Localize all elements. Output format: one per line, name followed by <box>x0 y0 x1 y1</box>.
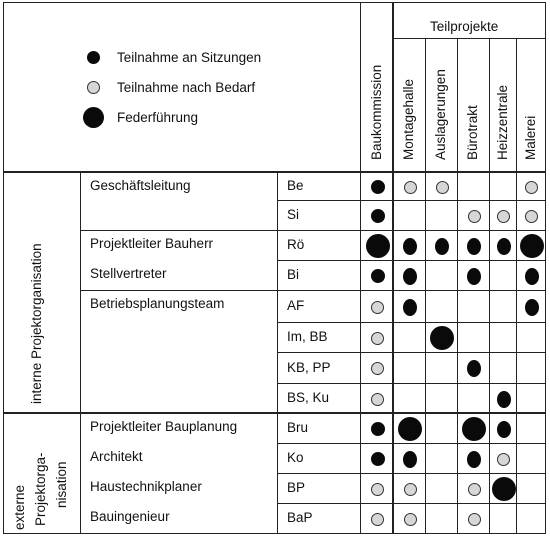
black-dot-icon <box>467 268 481 285</box>
abbr-label: BS, Ku <box>287 390 330 405</box>
gray-dot-icon <box>404 181 417 194</box>
grid-line <box>393 38 546 39</box>
black-dot-icon <box>497 238 511 255</box>
grid-line <box>277 200 546 201</box>
grid-line <box>277 383 546 384</box>
gray-dot-icon <box>468 513 481 526</box>
grid-line <box>3 2 546 3</box>
gray-dot-icon <box>436 181 449 194</box>
black-dot-icon <box>467 451 481 468</box>
teilprojekte-heading: Teilprojekte <box>430 19 499 34</box>
gray-dot-icon <box>497 453 510 466</box>
role-label: Architekt <box>90 449 143 464</box>
gray-dot-icon <box>525 210 538 223</box>
grid-line <box>277 503 546 504</box>
grid-line <box>277 352 546 353</box>
gray-dot-icon <box>371 393 384 406</box>
gray-dot-icon <box>468 210 481 223</box>
grid-line <box>545 2 546 533</box>
black-dot-icon <box>87 51 100 64</box>
role-label: Projektleiter Bauherr <box>90 236 214 251</box>
section-label-line: nisation <box>54 461 69 508</box>
grid-line <box>392 2 394 533</box>
grid-line <box>360 2 361 533</box>
large-dot-icon <box>462 417 486 441</box>
role-label: Bauingenieur <box>90 509 170 524</box>
black-dot-icon <box>525 299 539 316</box>
role-label: Projektleiter Bauplanung <box>90 419 238 434</box>
legend-label: Federführung <box>117 110 199 125</box>
abbr-label: BaP <box>287 510 313 525</box>
abbr-label: KB, PP <box>287 359 331 375</box>
abbr-label: Ko <box>287 450 304 465</box>
abbr-label: Rö <box>287 237 305 252</box>
column-header: Heizzentrale <box>494 84 510 160</box>
gray-dot-icon <box>468 483 481 496</box>
abbr-label: Si <box>287 207 300 222</box>
role-label: Haustechnikplaner <box>90 479 202 494</box>
black-dot-icon <box>435 238 449 255</box>
large-dot-icon <box>398 417 422 441</box>
abbr-label: BP <box>287 480 306 495</box>
gray-dot-icon <box>371 301 384 314</box>
gray-dot-icon <box>87 81 100 94</box>
abbr-label: Bi <box>287 267 300 282</box>
black-dot-icon <box>371 452 385 466</box>
grid-line <box>457 38 458 533</box>
grid-line <box>489 38 490 533</box>
section-label-line: Projektorga- <box>33 452 48 526</box>
abbr-label: Be <box>287 178 304 193</box>
black-dot-icon <box>403 451 417 468</box>
black-dot-icon <box>371 209 385 223</box>
column-header: Bürotrakt <box>465 105 480 160</box>
gray-dot-icon <box>371 362 384 375</box>
abbr-label: Bru <box>287 420 309 435</box>
grid-line <box>3 171 546 173</box>
large-dot-icon <box>492 477 516 501</box>
black-dot-icon <box>403 268 417 285</box>
grid-line <box>277 171 278 533</box>
grid-line <box>277 260 546 261</box>
gray-dot-icon <box>371 483 384 496</box>
grid-line <box>425 38 426 533</box>
grid-line <box>277 473 546 474</box>
section-label-line: externe <box>12 484 27 530</box>
column-header: Montagehalle <box>401 78 416 160</box>
black-dot-icon <box>371 269 385 283</box>
grid-line <box>80 230 546 231</box>
gray-dot-icon <box>371 513 384 526</box>
section-label-intern: interne Projektorganisation <box>29 243 44 404</box>
legend-label: Teilnahme an Sitzungen <box>117 50 262 65</box>
column-header: Malerei <box>522 115 538 160</box>
column-header: Auslagerungen <box>433 69 448 160</box>
grid-line <box>3 533 546 534</box>
grid-line <box>3 412 546 414</box>
role-label: Betriebsplanungsteam <box>90 296 225 311</box>
black-dot-icon <box>525 268 539 285</box>
black-dot-icon <box>371 422 385 436</box>
black-dot-icon <box>497 391 511 408</box>
legend-label: Teilnahme nach Bedarf <box>117 80 256 95</box>
grid-line <box>80 171 81 533</box>
gray-dot-icon <box>404 483 417 496</box>
large-dot-icon <box>430 326 454 350</box>
black-dot-icon <box>403 299 417 316</box>
black-dot-icon <box>467 360 481 377</box>
large-dot-icon <box>366 234 390 258</box>
black-dot-icon <box>497 421 511 438</box>
abbr-label: AF <box>287 298 305 313</box>
grid-line <box>277 443 546 444</box>
large-dot-icon <box>83 107 104 128</box>
black-dot-icon <box>371 180 385 194</box>
role-label: Stellvertreter <box>90 266 167 281</box>
black-dot-icon <box>467 238 481 255</box>
gray-dot-icon <box>497 210 510 223</box>
black-dot-icon <box>403 238 417 255</box>
grid-line <box>516 38 517 533</box>
grid-line <box>3 2 4 533</box>
large-dot-icon <box>520 234 544 258</box>
grid-line <box>80 290 546 291</box>
gray-dot-icon <box>404 513 417 526</box>
role-label: Geschäftsleitung <box>90 178 191 193</box>
column-header: Baukommission <box>368 64 384 160</box>
grid-line <box>277 322 546 323</box>
gray-dot-icon <box>525 181 538 194</box>
gray-dot-icon <box>371 332 384 345</box>
abbr-label: Im, BB <box>287 329 328 344</box>
